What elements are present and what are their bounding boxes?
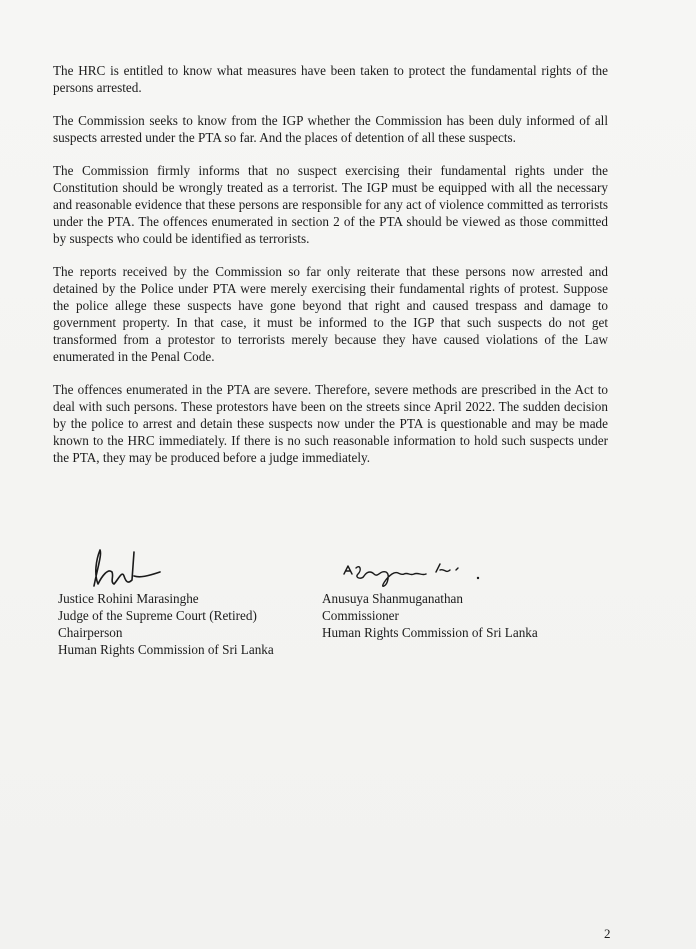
left-signatory-title: Judge of the Supreme Court (Retired): [58, 608, 257, 623]
right-signatory-title: Commissioner: [322, 608, 399, 623]
right-handwritten-signature: [340, 556, 490, 590]
left-signatory-name: Justice Rohini Marasinghe: [58, 591, 199, 606]
paragraph-offences-severe: The offences enumerated in the PTA are severe. Therefore, severe methods are prescribed in the Act to deal with such persons. These protestors have been on the streets since April 2022. The sudden decision by the police to arrest and detain these suspects now under the PTA is questionable and may be made known to the HRC immediately. If there is no such reasonable information to hold such suspects under the PTA, they may be produced before a judge immediately.: [53, 382, 608, 465]
left-handwritten-signature: [88, 546, 178, 594]
paragraph-igp-informed: The Commission seeks to know from the IGP whether the Commission has been duly informed of all suspects arrested under the PTA so far. And the places of detention of all these suspects.: [53, 113, 608, 145]
right-signatory-name: Anusuya Shanmuganathan: [322, 591, 464, 606]
left-signatory-role: Chairperson: [58, 625, 123, 640]
paragraph-hrc-entitled: The HRC is entitled to know what measures have been taken to protect the fundamental rights of the persons arrested.: [53, 63, 608, 95]
right-signatory-org: Human Rights Commission of Sri Lanka: [322, 625, 538, 640]
paragraph-reports-received: The reports received by the Commission so far only reiterate that these persons now arrested and detained by the Police under PTA were merely exercising their fundamental rights of protest. Suppose the police allege these suspects have gone beyond that right and caused trespass and damage to government property. In that case, it must be informed to the IGP that such suspects do not get transformed from a protestor to terrorists merely because they have caused violations of the Law enumerated in the Penal Code.: [53, 264, 608, 364]
right-signatory-block: [322, 590, 538, 641]
page-number: 2: [604, 926, 611, 941]
letter-body: [53, 62, 608, 482]
left-signatory-block: [58, 590, 274, 658]
paragraph-not-terrorist: The Commission firmly informs that no suspect exercising their fundamental rights under the Constitution should be wrongly treated as a terrorist. The IGP must be equipped with all the necessary and reasonable evidence that these persons are responsible for any act of violence committed as terrorists under the PTA. The offences enumerated in section 2 of the PTA should be viewed as those committed by suspects who could be identified as terrorists.: [53, 163, 608, 246]
left-signatory-org: Human Rights Commission of Sri Lanka: [58, 642, 274, 657]
